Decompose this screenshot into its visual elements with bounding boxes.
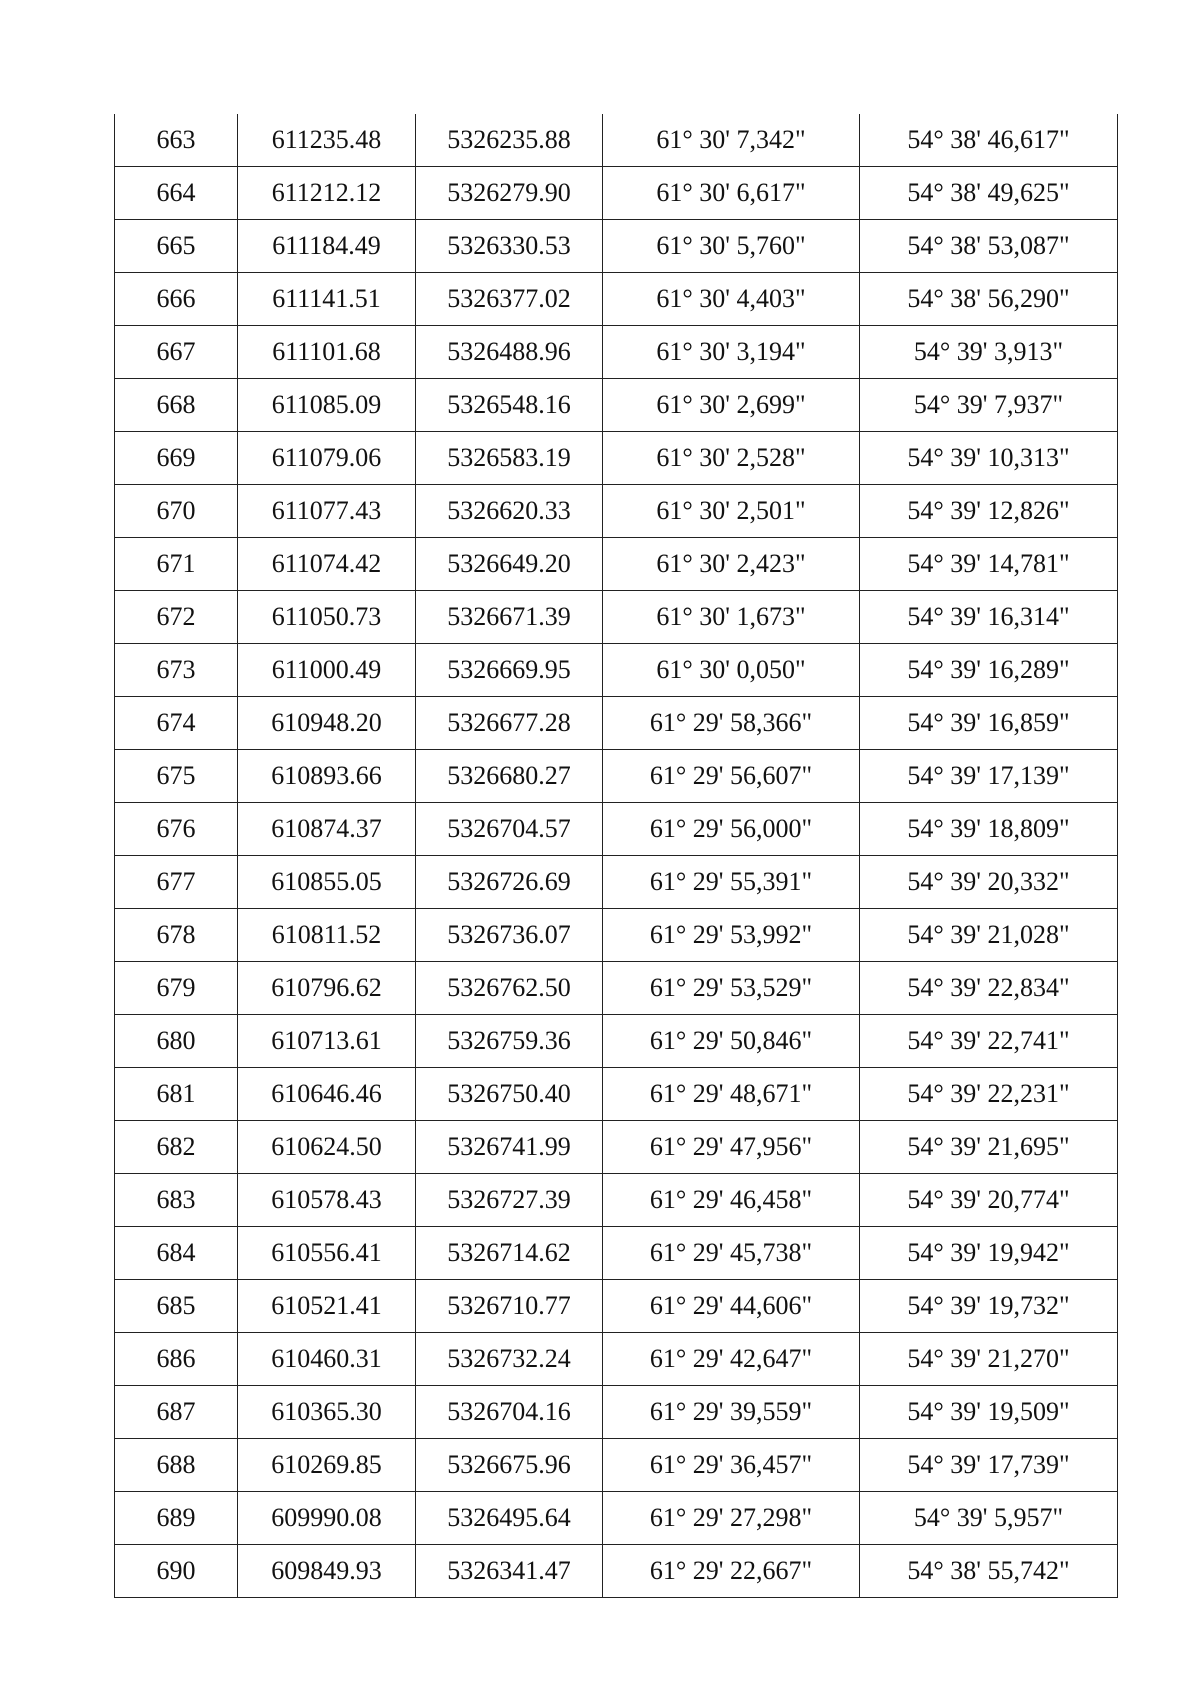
y-coordinate-cell: 5326750.40 — [416, 1068, 603, 1121]
longitude-cell: 61° 30' 2,501" — [603, 485, 860, 538]
latitude-cell: 54° 39' 21,270" — [860, 1333, 1118, 1386]
table-row — [115, 1280, 1118, 1333]
latitude-cell: 54° 39' 19,732" — [860, 1280, 1118, 1333]
longitude-cell: 61° 29' 48,671" — [603, 1068, 860, 1121]
latitude-cell: 54° 38' 55,742" — [860, 1545, 1118, 1598]
x-coordinate-cell: 610893.66 — [238, 750, 416, 803]
longitude-cell: 61° 29' 56,607" — [603, 750, 860, 803]
x-coordinate-cell: 610874.37 — [238, 803, 416, 856]
table-row — [115, 1333, 1118, 1386]
coordinates-table — [114, 114, 1118, 1598]
latitude-cell: 54° 39' 7,937" — [860, 379, 1118, 432]
latitude-cell: 54° 39' 21,695" — [860, 1121, 1118, 1174]
table-row — [115, 1492, 1118, 1545]
y-coordinate-cell: 5326726.69 — [416, 856, 603, 909]
point-number-cell: 670 — [115, 485, 238, 538]
y-coordinate-cell: 5326710.77 — [416, 1280, 603, 1333]
longitude-cell: 61° 29' 53,529" — [603, 962, 860, 1015]
point-number-cell: 682 — [115, 1121, 238, 1174]
latitude-cell: 54° 39' 10,313" — [860, 432, 1118, 485]
y-coordinate-cell: 5326727.39 — [416, 1174, 603, 1227]
y-coordinate-cell: 5326377.02 — [416, 273, 603, 326]
point-number-cell: 689 — [115, 1492, 238, 1545]
y-coordinate-cell: 5326759.36 — [416, 1015, 603, 1068]
latitude-cell: 54° 39' 17,139" — [860, 750, 1118, 803]
x-coordinate-cell: 610460.31 — [238, 1333, 416, 1386]
point-number-cell: 679 — [115, 962, 238, 1015]
x-coordinate-cell: 611077.43 — [238, 485, 416, 538]
x-coordinate-cell: 610365.30 — [238, 1386, 416, 1439]
longitude-cell: 61° 29' 46,458" — [603, 1174, 860, 1227]
latitude-cell: 54° 39' 21,028" — [860, 909, 1118, 962]
x-coordinate-cell: 611101.68 — [238, 326, 416, 379]
y-coordinate-cell: 5326677.28 — [416, 697, 603, 750]
latitude-cell: 54° 39' 16,289" — [860, 644, 1118, 697]
table-row — [115, 379, 1118, 432]
y-coordinate-cell: 5326583.19 — [416, 432, 603, 485]
longitude-cell: 61° 30' 6,617" — [603, 167, 860, 220]
point-number-cell: 686 — [115, 1333, 238, 1386]
longitude-cell: 61° 29' 42,647" — [603, 1333, 860, 1386]
latitude-cell: 54° 39' 22,834" — [860, 962, 1118, 1015]
table-row — [115, 803, 1118, 856]
point-number-cell: 665 — [115, 220, 238, 273]
longitude-cell: 61° 29' 56,000" — [603, 803, 860, 856]
point-number-cell: 675 — [115, 750, 238, 803]
y-coordinate-cell: 5326704.57 — [416, 803, 603, 856]
y-coordinate-cell: 5326714.62 — [416, 1227, 603, 1280]
table-row — [115, 591, 1118, 644]
y-coordinate-cell: 5326330.53 — [416, 220, 603, 273]
latitude-cell: 54° 39' 16,859" — [860, 697, 1118, 750]
point-number-cell: 668 — [115, 379, 238, 432]
longitude-cell: 61° 29' 53,992" — [603, 909, 860, 962]
y-coordinate-cell: 5326675.96 — [416, 1439, 603, 1492]
x-coordinate-cell: 610556.41 — [238, 1227, 416, 1280]
latitude-cell: 54° 39' 18,809" — [860, 803, 1118, 856]
point-number-cell: 680 — [115, 1015, 238, 1068]
point-number-cell: 674 — [115, 697, 238, 750]
x-coordinate-cell: 610646.46 — [238, 1068, 416, 1121]
point-number-cell: 684 — [115, 1227, 238, 1280]
point-number-cell: 673 — [115, 644, 238, 697]
longitude-cell: 61° 29' 44,606" — [603, 1280, 860, 1333]
x-coordinate-cell: 611141.51 — [238, 273, 416, 326]
x-coordinate-cell: 611085.09 — [238, 379, 416, 432]
latitude-cell: 54° 39' 19,942" — [860, 1227, 1118, 1280]
longitude-cell: 61° 29' 39,559" — [603, 1386, 860, 1439]
point-number-cell: 685 — [115, 1280, 238, 1333]
y-coordinate-cell: 5326680.27 — [416, 750, 603, 803]
longitude-cell: 61° 29' 27,298" — [603, 1492, 860, 1545]
point-number-cell: 666 — [115, 273, 238, 326]
table-row — [115, 1386, 1118, 1439]
table-row — [115, 750, 1118, 803]
point-number-cell: 687 — [115, 1386, 238, 1439]
y-coordinate-cell: 5326732.24 — [416, 1333, 603, 1386]
y-coordinate-cell: 5326341.47 — [416, 1545, 603, 1598]
y-coordinate-cell: 5326671.39 — [416, 591, 603, 644]
longitude-cell: 61° 30' 3,194" — [603, 326, 860, 379]
point-number-cell: 676 — [115, 803, 238, 856]
point-number-cell: 681 — [115, 1068, 238, 1121]
point-number-cell: 690 — [115, 1545, 238, 1598]
y-coordinate-cell: 5326649.20 — [416, 538, 603, 591]
x-coordinate-cell: 611212.12 — [238, 167, 416, 220]
x-coordinate-cell: 610948.20 — [238, 697, 416, 750]
table-row — [115, 273, 1118, 326]
longitude-cell: 61° 30' 5,760" — [603, 220, 860, 273]
point-number-cell: 678 — [115, 909, 238, 962]
table-row — [115, 644, 1118, 697]
point-number-cell: 688 — [115, 1439, 238, 1492]
longitude-cell: 61° 29' 45,738" — [603, 1227, 860, 1280]
point-number-cell: 669 — [115, 432, 238, 485]
x-coordinate-cell: 610855.05 — [238, 856, 416, 909]
x-coordinate-cell: 609849.93 — [238, 1545, 416, 1598]
x-coordinate-cell: 610269.85 — [238, 1439, 416, 1492]
longitude-cell: 61° 29' 22,667" — [603, 1545, 860, 1598]
x-coordinate-cell: 610811.52 — [238, 909, 416, 962]
point-number-cell: 667 — [115, 326, 238, 379]
table-row — [115, 167, 1118, 220]
longitude-cell: 61° 30' 2,528" — [603, 432, 860, 485]
latitude-cell: 54° 39' 12,826" — [860, 485, 1118, 538]
latitude-cell: 54° 39' 17,739" — [860, 1439, 1118, 1492]
x-coordinate-cell: 610578.43 — [238, 1174, 416, 1227]
point-number-cell: 683 — [115, 1174, 238, 1227]
y-coordinate-cell: 5326488.96 — [416, 326, 603, 379]
x-coordinate-cell: 611000.49 — [238, 644, 416, 697]
table-row — [115, 856, 1118, 909]
y-coordinate-cell: 5326548.16 — [416, 379, 603, 432]
table-row — [115, 1439, 1118, 1492]
longitude-cell: 61° 30' 2,699" — [603, 379, 860, 432]
y-coordinate-cell: 5326762.50 — [416, 962, 603, 1015]
longitude-cell: 61° 29' 58,366" — [603, 697, 860, 750]
table-row — [115, 220, 1118, 273]
x-coordinate-cell: 611050.73 — [238, 591, 416, 644]
longitude-cell: 61° 30' 1,673" — [603, 591, 860, 644]
table-row — [115, 1015, 1118, 1068]
longitude-cell: 61° 30' 4,403" — [603, 273, 860, 326]
latitude-cell: 54° 39' 22,231" — [860, 1068, 1118, 1121]
latitude-cell: 54° 39' 22,741" — [860, 1015, 1118, 1068]
longitude-cell: 61° 29' 50,846" — [603, 1015, 860, 1068]
x-coordinate-cell: 611184.49 — [238, 220, 416, 273]
latitude-cell: 54° 38' 49,625" — [860, 167, 1118, 220]
latitude-cell: 54° 38' 53,087" — [860, 220, 1118, 273]
table-row — [115, 432, 1118, 485]
point-number-cell: 664 — [115, 167, 238, 220]
table-row — [115, 1227, 1118, 1280]
y-coordinate-cell: 5326736.07 — [416, 909, 603, 962]
latitude-cell: 54° 39' 19,509" — [860, 1386, 1118, 1439]
point-number-cell: 672 — [115, 591, 238, 644]
point-number-cell: 677 — [115, 856, 238, 909]
x-coordinate-cell: 611079.06 — [238, 432, 416, 485]
x-coordinate-cell: 611235.48 — [238, 114, 416, 167]
y-coordinate-cell: 5326235.88 — [416, 114, 603, 167]
y-coordinate-cell: 5326669.95 — [416, 644, 603, 697]
table-row — [115, 485, 1118, 538]
latitude-cell: 54° 39' 14,781" — [860, 538, 1118, 591]
latitude-cell: 54° 39' 5,957" — [860, 1492, 1118, 1545]
longitude-cell: 61° 29' 55,391" — [603, 856, 860, 909]
point-number-cell: 663 — [115, 114, 238, 167]
longitude-cell: 61° 30' 7,342" — [603, 114, 860, 167]
latitude-cell: 54° 39' 3,913" — [860, 326, 1118, 379]
longitude-cell: 61° 30' 0,050" — [603, 644, 860, 697]
latitude-cell: 54° 39' 16,314" — [860, 591, 1118, 644]
x-coordinate-cell: 611074.42 — [238, 538, 416, 591]
table-row — [115, 962, 1118, 1015]
table-row — [115, 326, 1118, 379]
latitude-cell: 54° 38' 56,290" — [860, 273, 1118, 326]
table-row — [115, 909, 1118, 962]
table-row — [115, 697, 1118, 750]
table-row — [115, 538, 1118, 591]
point-number-cell: 671 — [115, 538, 238, 591]
y-coordinate-cell: 5326620.33 — [416, 485, 603, 538]
latitude-cell: 54° 39' 20,332" — [860, 856, 1118, 909]
table-row — [115, 1545, 1118, 1598]
x-coordinate-cell: 609990.08 — [238, 1492, 416, 1545]
x-coordinate-cell: 610713.61 — [238, 1015, 416, 1068]
y-coordinate-cell: 5326279.90 — [416, 167, 603, 220]
x-coordinate-cell: 610521.41 — [238, 1280, 416, 1333]
longitude-cell: 61° 29' 36,457" — [603, 1439, 860, 1492]
latitude-cell: 54° 38' 46,617" — [860, 114, 1118, 167]
y-coordinate-cell: 5326704.16 — [416, 1386, 603, 1439]
y-coordinate-cell: 5326495.64 — [416, 1492, 603, 1545]
longitude-cell: 61° 30' 2,423" — [603, 538, 860, 591]
x-coordinate-cell: 610624.50 — [238, 1121, 416, 1174]
table-row — [115, 1068, 1118, 1121]
table-row — [115, 1174, 1118, 1227]
coordinates-table-body — [115, 114, 1118, 1598]
x-coordinate-cell: 610796.62 — [238, 962, 416, 1015]
table-row — [115, 1121, 1118, 1174]
y-coordinate-cell: 5326741.99 — [416, 1121, 603, 1174]
table-row — [115, 114, 1118, 167]
longitude-cell: 61° 29' 47,956" — [603, 1121, 860, 1174]
latitude-cell: 54° 39' 20,774" — [860, 1174, 1118, 1227]
